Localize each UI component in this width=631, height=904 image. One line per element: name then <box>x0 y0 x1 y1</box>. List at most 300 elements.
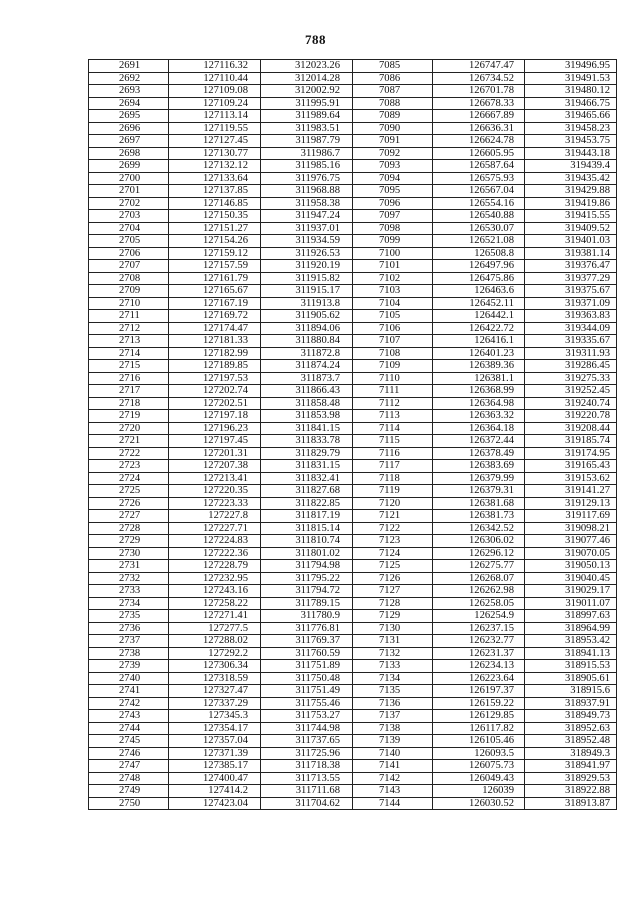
y-coord-left: 311751.49 <box>261 685 353 698</box>
x-coord-left: 127201.31 <box>169 447 261 460</box>
y-coord-right: 319311.93 <box>525 347 617 360</box>
table-row <box>89 722 617 735</box>
y-coord-right: 319275.33 <box>525 372 617 385</box>
y-coord-left: 311832.41 <box>261 472 353 485</box>
table-row <box>89 660 617 673</box>
x-coord-left: 127109.08 <box>169 85 261 98</box>
y-coord-left: 312023.26 <box>261 60 353 73</box>
y-coord-right: 319141.27 <box>525 485 617 498</box>
x-coord-right: 126575.93 <box>433 172 525 185</box>
point-id-left: 2692 <box>89 72 169 85</box>
point-id-right: 7122 <box>353 522 433 535</box>
y-coord-right: 319363.83 <box>525 310 617 323</box>
x-coord-left: 127130.77 <box>169 147 261 160</box>
point-id-right: 7132 <box>353 647 433 660</box>
y-coord-right: 319419.86 <box>525 197 617 210</box>
x-coord-left: 127318.59 <box>169 672 261 685</box>
point-id-right: 7104 <box>353 297 433 310</box>
x-coord-right: 126105.46 <box>433 735 525 748</box>
y-coord-right: 318953.42 <box>525 635 617 648</box>
y-coord-left: 311753.27 <box>261 710 353 723</box>
y-coord-left: 311915.82 <box>261 272 353 285</box>
point-id-left: 2714 <box>89 347 169 360</box>
y-coord-left: 311725.96 <box>261 747 353 760</box>
point-id-right: 7098 <box>353 222 433 235</box>
y-coord-right: 319466.75 <box>525 97 617 110</box>
y-coord-right: 319415.55 <box>525 210 617 223</box>
x-coord-left: 127277.5 <box>169 622 261 635</box>
y-coord-left: 311751.89 <box>261 660 353 673</box>
point-id-left: 2732 <box>89 572 169 585</box>
point-id-right: 7128 <box>353 597 433 610</box>
y-coord-left: 311711.68 <box>261 785 353 798</box>
point-id-right: 7109 <box>353 360 433 373</box>
y-coord-right: 319458.23 <box>525 122 617 135</box>
x-coord-right: 126275.77 <box>433 560 525 573</box>
x-coord-right: 126117.82 <box>433 722 525 735</box>
point-id-left: 2693 <box>89 85 169 98</box>
y-coord-left: 311760.59 <box>261 647 353 660</box>
y-coord-right: 318941.97 <box>525 760 617 773</box>
table-row <box>89 360 617 373</box>
table-row <box>89 610 617 623</box>
point-id-right: 7140 <box>353 747 433 760</box>
y-coord-left: 311853.98 <box>261 410 353 423</box>
table-row <box>89 472 617 485</box>
y-coord-left: 312014.28 <box>261 72 353 85</box>
x-coord-right: 126378.49 <box>433 447 525 460</box>
point-id-right: 7130 <box>353 622 433 635</box>
point-id-left: 2723 <box>89 460 169 473</box>
x-coord-right: 126379.31 <box>433 485 525 498</box>
point-id-right: 7116 <box>353 447 433 460</box>
table-row <box>89 760 617 773</box>
point-id-right: 7087 <box>353 85 433 98</box>
y-coord-left: 311737.65 <box>261 735 353 748</box>
point-id-right: 7124 <box>353 547 433 560</box>
point-id-left: 2730 <box>89 547 169 560</box>
point-id-right: 7094 <box>353 172 433 185</box>
x-coord-left: 127182.99 <box>169 347 261 360</box>
y-coord-left: 311995.91 <box>261 97 353 110</box>
table-row <box>89 260 617 273</box>
y-coord-left: 311755.46 <box>261 697 353 710</box>
point-id-left: 2742 <box>89 697 169 710</box>
x-coord-right: 126372.44 <box>433 435 525 448</box>
x-coord-right: 126129.85 <box>433 710 525 723</box>
table-row <box>89 247 617 260</box>
x-coord-left: 127110.44 <box>169 72 261 85</box>
y-coord-left: 311913.8 <box>261 297 353 310</box>
y-coord-right: 319377.29 <box>525 272 617 285</box>
point-id-left: 2691 <box>89 60 169 73</box>
y-coord-left: 311985.16 <box>261 160 353 173</box>
table-row <box>89 310 617 323</box>
table-row <box>89 522 617 535</box>
point-id-right: 7092 <box>353 147 433 160</box>
y-coord-right: 319011.07 <box>525 597 617 610</box>
x-coord-left: 127232.95 <box>169 572 261 585</box>
y-coord-left: 311750.48 <box>261 672 353 685</box>
x-coord-right: 126039 <box>433 785 525 798</box>
point-id-right: 7117 <box>353 460 433 473</box>
page-number: 788 <box>305 32 326 47</box>
y-coord-right: 319040.45 <box>525 572 617 585</box>
y-coord-left: 311801.02 <box>261 547 353 560</box>
point-id-right: 7133 <box>353 660 433 673</box>
x-coord-right: 126223.64 <box>433 672 525 685</box>
x-coord-left: 127228.79 <box>169 560 261 573</box>
x-coord-right: 126636.31 <box>433 122 525 135</box>
point-id-right: 7103 <box>353 285 433 298</box>
x-coord-left: 127327.47 <box>169 685 261 698</box>
x-coord-right: 126475.86 <box>433 272 525 285</box>
table-row <box>89 585 617 598</box>
x-coord-left: 127197.18 <box>169 410 261 423</box>
point-id-left: 2711 <box>89 310 169 323</box>
point-id-left: 2705 <box>89 235 169 248</box>
table-row <box>89 185 617 198</box>
y-coord-left: 311827.68 <box>261 485 353 498</box>
point-id-left: 2721 <box>89 435 169 448</box>
x-coord-left: 127202.51 <box>169 397 261 410</box>
x-coord-left: 127181.33 <box>169 335 261 348</box>
y-coord-right: 319185.74 <box>525 435 617 448</box>
point-id-left: 2737 <box>89 635 169 648</box>
y-coord-left: 311905.62 <box>261 310 353 323</box>
x-coord-left: 127137.85 <box>169 185 261 198</box>
y-coord-left: 311874.24 <box>261 360 353 373</box>
y-coord-left: 311920.19 <box>261 260 353 273</box>
x-coord-right: 126383.69 <box>433 460 525 473</box>
x-coord-right: 126306.02 <box>433 535 525 548</box>
x-coord-left: 127116.32 <box>169 60 261 73</box>
y-coord-right: 318915.6 <box>525 685 617 698</box>
point-id-left: 2744 <box>89 722 169 735</box>
table-row <box>89 647 617 660</box>
y-coord-left: 311794.98 <box>261 560 353 573</box>
y-coord-left: 311794.72 <box>261 585 353 598</box>
y-coord-right: 319491.53 <box>525 72 617 85</box>
y-coord-left: 311744.98 <box>261 722 353 735</box>
y-coord-left: 311937.01 <box>261 222 353 235</box>
point-id-left: 2739 <box>89 660 169 673</box>
table-row <box>89 335 617 348</box>
y-coord-right: 318949.73 <box>525 710 617 723</box>
y-coord-left: 311817.19 <box>261 510 353 523</box>
table-row <box>89 710 617 723</box>
table-row <box>89 535 617 548</box>
table-row <box>89 747 617 760</box>
table-row <box>89 772 617 785</box>
point-id-right: 7093 <box>353 160 433 173</box>
point-id-right: 7097 <box>353 210 433 223</box>
x-coord-left: 127400.47 <box>169 772 261 785</box>
point-id-right: 7115 <box>353 435 433 448</box>
x-coord-right: 126093.5 <box>433 747 525 760</box>
point-id-left: 2694 <box>89 97 169 110</box>
table-row <box>89 685 617 698</box>
table-row <box>89 697 617 710</box>
point-id-left: 2716 <box>89 372 169 385</box>
point-id-right: 7114 <box>353 422 433 435</box>
y-coord-left: 311926.53 <box>261 247 353 260</box>
point-id-right: 7137 <box>353 710 433 723</box>
x-coord-left: 127288.02 <box>169 635 261 648</box>
coordinate-table-body <box>89 60 617 810</box>
x-coord-left: 127271.41 <box>169 610 261 623</box>
y-coord-left: 311780.9 <box>261 610 353 623</box>
table-row <box>89 272 617 285</box>
y-coord-right: 319165.43 <box>525 460 617 473</box>
x-coord-left: 127165.67 <box>169 285 261 298</box>
table-row <box>89 197 617 210</box>
point-id-left: 2715 <box>89 360 169 373</box>
point-id-left: 2695 <box>89 110 169 123</box>
point-id-right: 7091 <box>353 135 433 148</box>
x-coord-left: 127174.47 <box>169 322 261 335</box>
point-id-right: 7125 <box>353 560 433 573</box>
y-coord-left: 311976.75 <box>261 172 353 185</box>
point-id-left: 2706 <box>89 247 169 260</box>
x-coord-left: 127197.45 <box>169 435 261 448</box>
table-row <box>89 210 617 223</box>
point-id-right: 7143 <box>353 785 433 798</box>
y-coord-left: 311934.59 <box>261 235 353 248</box>
x-coord-left: 127119.55 <box>169 122 261 135</box>
x-coord-left: 127161.79 <box>169 272 261 285</box>
point-id-right: 7095 <box>353 185 433 198</box>
point-id-left: 2735 <box>89 610 169 623</box>
table-row <box>89 672 617 685</box>
x-coord-left: 127157.59 <box>169 260 261 273</box>
y-coord-left: 311880.84 <box>261 335 353 348</box>
y-coord-right: 319375.67 <box>525 285 617 298</box>
x-coord-left: 127223.33 <box>169 497 261 510</box>
x-coord-left: 127337.29 <box>169 697 261 710</box>
y-coord-left: 311713.55 <box>261 772 353 785</box>
x-coord-right: 126521.08 <box>433 235 525 248</box>
point-id-left: 2736 <box>89 622 169 635</box>
point-id-left: 2733 <box>89 585 169 598</box>
x-coord-left: 127224.83 <box>169 535 261 548</box>
y-coord-right: 318905.61 <box>525 672 617 685</box>
point-id-right: 7144 <box>353 797 433 810</box>
x-coord-left: 127196.23 <box>169 422 261 435</box>
point-id-left: 2724 <box>89 472 169 485</box>
point-id-right: 7135 <box>353 685 433 698</box>
y-coord-right: 319480.12 <box>525 85 617 98</box>
x-coord-left: 127385.17 <box>169 760 261 773</box>
point-id-left: 2748 <box>89 772 169 785</box>
point-id-right: 7111 <box>353 385 433 398</box>
table-row <box>89 322 617 335</box>
point-id-right: 7101 <box>353 260 433 273</box>
x-coord-right: 126268.07 <box>433 572 525 585</box>
table-row <box>89 560 617 573</box>
x-coord-right: 126364.98 <box>433 397 525 410</box>
y-coord-right: 319252.45 <box>525 385 617 398</box>
point-id-left: 2728 <box>89 522 169 535</box>
x-coord-right: 126416.1 <box>433 335 525 348</box>
point-id-right: 7110 <box>353 372 433 385</box>
point-id-right: 7096 <box>353 197 433 210</box>
table-row <box>89 147 617 160</box>
table-row <box>89 297 617 310</box>
x-coord-right: 126232.77 <box>433 635 525 648</box>
y-coord-right: 319335.67 <box>525 335 617 348</box>
x-coord-left: 127109.24 <box>169 97 261 110</box>
table-row <box>89 172 617 185</box>
x-coord-right: 126368.99 <box>433 385 525 398</box>
y-coord-right: 319409.52 <box>525 222 617 235</box>
point-id-left: 2725 <box>89 485 169 498</box>
x-coord-left: 127243.16 <box>169 585 261 598</box>
point-id-left: 2697 <box>89 135 169 148</box>
point-id-left: 2696 <box>89 122 169 135</box>
point-id-right: 7119 <box>353 485 433 498</box>
x-coord-right: 126530.07 <box>433 222 525 235</box>
x-coord-left: 127202.74 <box>169 385 261 398</box>
x-coord-left: 127169.72 <box>169 310 261 323</box>
y-coord-left: 311776.81 <box>261 622 353 635</box>
x-coord-right: 126442.1 <box>433 310 525 323</box>
table-row <box>89 510 617 523</box>
x-coord-left: 127132.12 <box>169 160 261 173</box>
point-id-left: 2747 <box>89 760 169 773</box>
y-coord-left: 311958.38 <box>261 197 353 210</box>
x-coord-left: 127159.12 <box>169 247 261 260</box>
point-id-left: 2740 <box>89 672 169 685</box>
x-coord-left: 127146.85 <box>169 197 261 210</box>
x-coord-right: 126401.23 <box>433 347 525 360</box>
y-coord-left: 311989.64 <box>261 110 353 123</box>
point-id-right: 7088 <box>353 97 433 110</box>
x-coord-right: 126747.47 <box>433 60 525 73</box>
point-id-right: 7108 <box>353 347 433 360</box>
x-coord-right: 126497.96 <box>433 260 525 273</box>
y-coord-right: 318952.63 <box>525 722 617 735</box>
point-id-right: 7129 <box>353 610 433 623</box>
x-coord-left: 127423.04 <box>169 797 261 810</box>
y-coord-right: 318929.53 <box>525 772 617 785</box>
x-coord-right: 126364.18 <box>433 422 525 435</box>
table-row <box>89 460 617 473</box>
x-coord-right: 126381.73 <box>433 510 525 523</box>
y-coord-right: 318997.63 <box>525 610 617 623</box>
y-coord-right: 318949.3 <box>525 747 617 760</box>
point-id-left: 2701 <box>89 185 169 198</box>
table-row <box>89 735 617 748</box>
point-id-left: 2741 <box>89 685 169 698</box>
x-coord-right: 126701.78 <box>433 85 525 98</box>
point-id-left: 2717 <box>89 385 169 398</box>
point-id-left: 2704 <box>89 222 169 235</box>
point-id-right: 7120 <box>353 497 433 510</box>
point-id-left: 2700 <box>89 172 169 185</box>
point-id-left: 2731 <box>89 560 169 573</box>
y-coord-right: 319029.17 <box>525 585 617 598</box>
y-coord-left: 311789.15 <box>261 597 353 610</box>
point-id-left: 2708 <box>89 272 169 285</box>
y-coord-left: 311947.24 <box>261 210 353 223</box>
x-coord-left: 127354.17 <box>169 722 261 735</box>
y-coord-left: 311858.48 <box>261 397 353 410</box>
x-coord-right: 126554.16 <box>433 197 525 210</box>
x-coord-right: 126381.68 <box>433 497 525 510</box>
y-coord-right: 318941.13 <box>525 647 617 660</box>
table-row <box>89 635 617 648</box>
point-id-right: 7106 <box>353 322 433 335</box>
point-id-left: 2719 <box>89 410 169 423</box>
point-id-right: 7102 <box>353 272 433 285</box>
x-coord-right: 126463.6 <box>433 285 525 298</box>
x-coord-left: 127213.41 <box>169 472 261 485</box>
table-row <box>89 447 617 460</box>
y-coord-left: 311833.78 <box>261 435 353 448</box>
point-id-right: 7118 <box>353 472 433 485</box>
y-coord-right: 319117.69 <box>525 510 617 523</box>
x-coord-right: 126678.33 <box>433 97 525 110</box>
y-coord-left: 311866.43 <box>261 385 353 398</box>
x-coord-left: 127197.53 <box>169 372 261 385</box>
y-coord-right: 319077.46 <box>525 535 617 548</box>
table-row <box>89 97 617 110</box>
point-id-right: 7085 <box>353 60 433 73</box>
y-coord-right: 319496.95 <box>525 60 617 73</box>
x-coord-right: 126237.15 <box>433 622 525 635</box>
x-coord-left: 127306.34 <box>169 660 261 673</box>
x-coord-right: 126231.37 <box>433 647 525 660</box>
table-row <box>89 85 617 98</box>
point-id-left: 2746 <box>89 747 169 760</box>
y-coord-left: 311829.79 <box>261 447 353 460</box>
x-coord-right: 126262.98 <box>433 585 525 598</box>
point-id-left: 2709 <box>89 285 169 298</box>
table-row <box>89 485 617 498</box>
point-id-right: 7136 <box>353 697 433 710</box>
point-id-left: 2720 <box>89 422 169 435</box>
x-coord-right: 126605.95 <box>433 147 525 160</box>
y-coord-left: 311986.7 <box>261 147 353 160</box>
point-id-right: 7121 <box>353 510 433 523</box>
x-coord-left: 127222.36 <box>169 547 261 560</box>
y-coord-left: 311987.79 <box>261 135 353 148</box>
table-row <box>89 547 617 560</box>
point-id-left: 2699 <box>89 160 169 173</box>
y-coord-left: 311769.37 <box>261 635 353 648</box>
point-id-left: 2738 <box>89 647 169 660</box>
point-id-right: 7138 <box>353 722 433 735</box>
y-coord-right: 319371.09 <box>525 297 617 310</box>
y-coord-left: 311968.88 <box>261 185 353 198</box>
x-coord-right: 126667.89 <box>433 110 525 123</box>
x-coord-right: 126159.22 <box>433 697 525 710</box>
point-id-left: 2713 <box>89 335 169 348</box>
y-coord-left: 311983.51 <box>261 122 353 135</box>
point-id-right: 7099 <box>353 235 433 248</box>
y-coord-right: 319435.42 <box>525 172 617 185</box>
point-id-right: 7134 <box>353 672 433 685</box>
point-id-left: 2718 <box>89 397 169 410</box>
point-id-right: 7141 <box>353 760 433 773</box>
table-row <box>89 347 617 360</box>
point-id-left: 2722 <box>89 447 169 460</box>
x-coord-right: 126254.9 <box>433 610 525 623</box>
y-coord-right: 319401.03 <box>525 235 617 248</box>
x-coord-left: 127151.27 <box>169 222 261 235</box>
y-coord-left: 311873.7 <box>261 372 353 385</box>
